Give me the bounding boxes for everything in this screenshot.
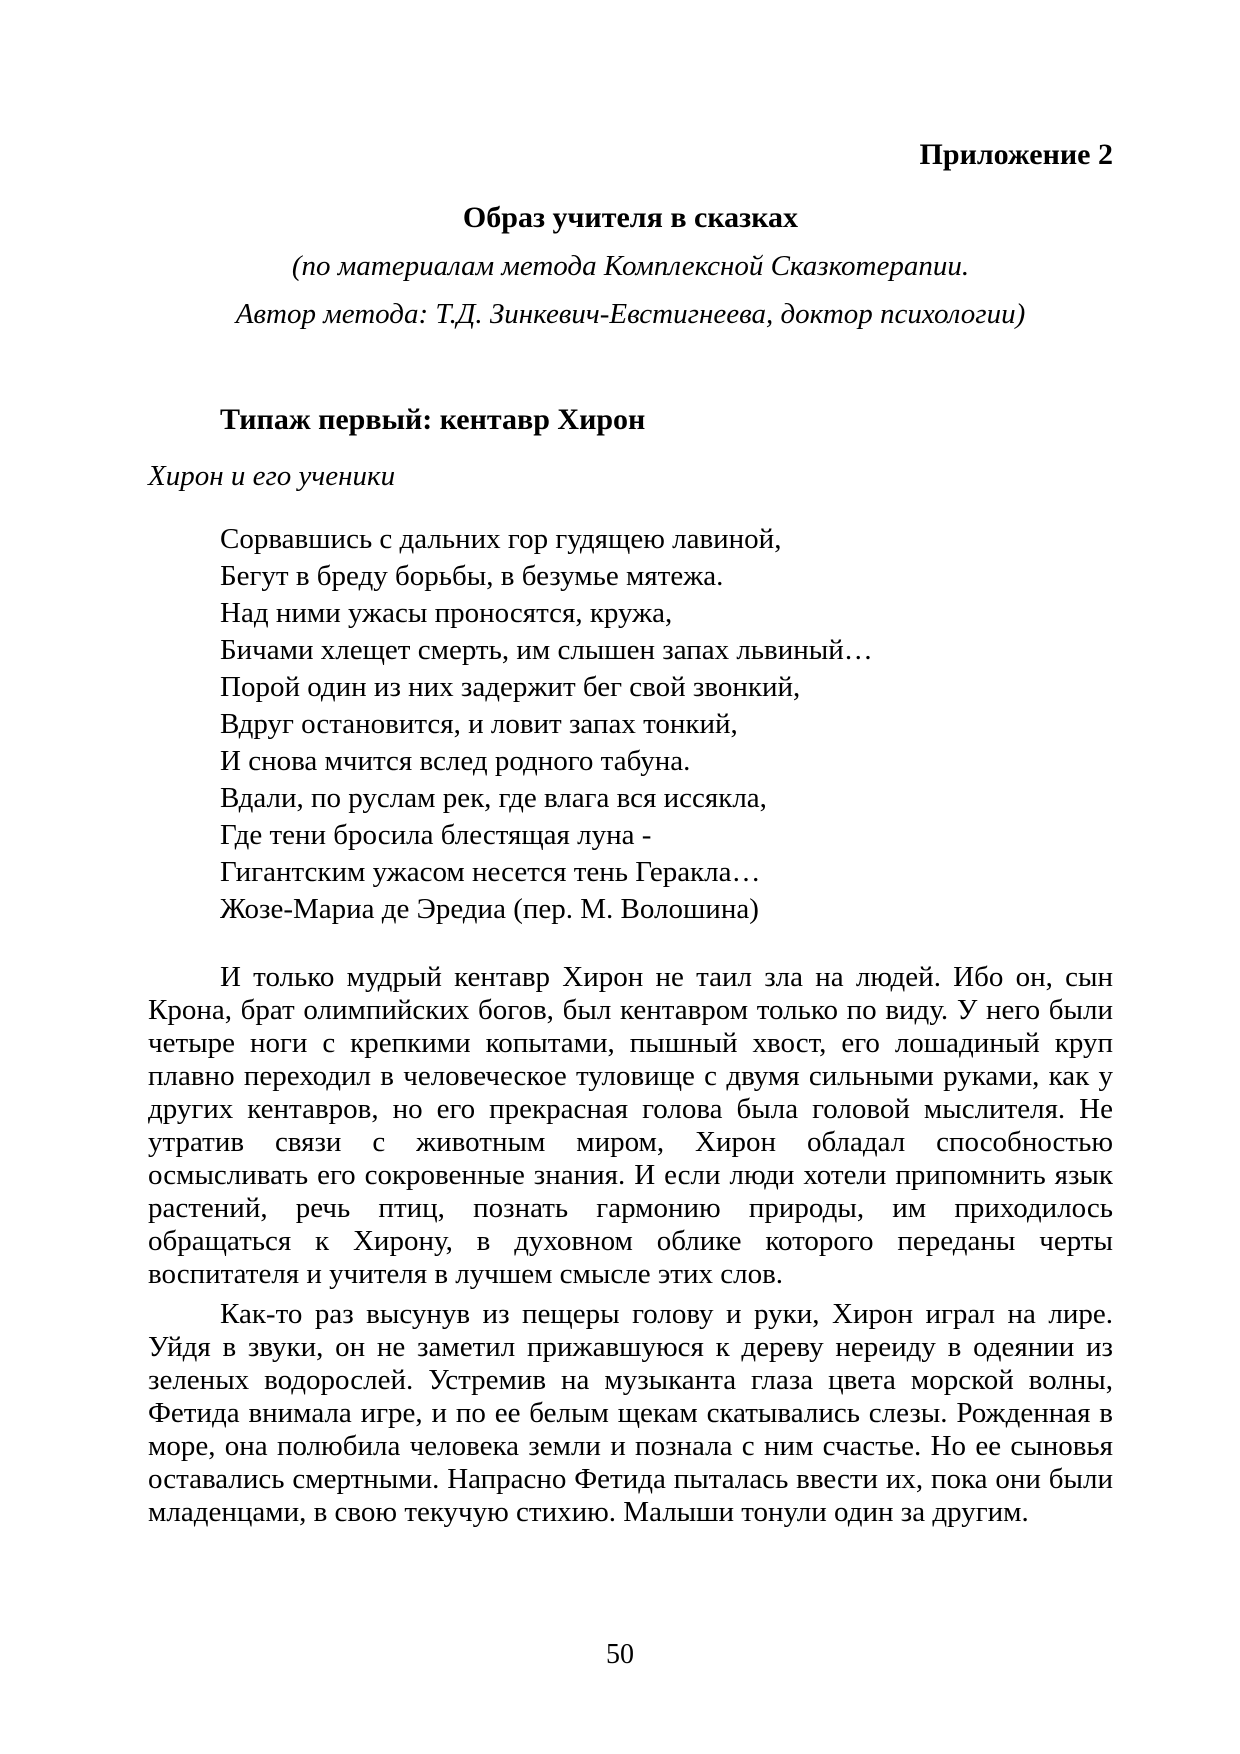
poem-line: Бичами хлещет смерть, им слышен запах львиный… xyxy=(220,634,873,666)
poem-line: Гигантским ужасом несется тень Геракла… xyxy=(220,856,761,888)
poem-block xyxy=(148,521,1113,928)
body-paragraph: Как-то раз высунув из пещеры голову и руки, Хирон играл на лире. Уйдя в звуки, он не заметил прижавшуюся к дереву нереиду в одеянии из зеленых водорослей. Устремив на музыканта глаза цвета морской волны, Фетида внимала игре, и по ее белым щекам скатывались слезы. Рожденная в море, она полюбила человека земли и познала с ним счастье. Но ее сыновья оставались смертными. Напрасно Фетида пыталась ввести их, пока они были младенцами, в свою текучую стихию. Малыши тонули один за другим. xyxy=(148,1298,1113,1528)
poem-line: И снова мчится вслед родного табуна. xyxy=(220,745,691,777)
poem-line: Порой один из них задержит бег свой звонкий, xyxy=(220,671,801,703)
poem-line: Вдруг остановится, и ловит запах тонкий, xyxy=(220,708,738,740)
document-title: Образ учителя в сказках xyxy=(462,201,799,234)
poem-line: Сорвавшись с дальних гор гудящею лавиной, xyxy=(220,523,782,555)
subtitle-line-2: Автор метода: Т.Д. Зинкевич-Евстигнеева, доктор психологии) xyxy=(235,298,1026,330)
epigraph-title: Хирон и его ученики xyxy=(148,460,396,492)
body-paragraph: И только мудрый кентавр Хирон не таил зла на людей. Ибо он, сын Крона, брат олимпийских богов, был кентавром только по виду. У него были четыре ноги с крепкими копытами, пышный хвост, его лошадиный круп плавно переходил в человеческое туловище с двумя сильными руками, как у других кентавров, но его прекрасная голова была головой мыслителя. Не утратив связи с животным миром, Хирон обладал способностью осмысливать его сокровенные знания. И если люди хотели припомнить язык растений, речь птиц, познать гармонию природы, им приходилось обращаться к Хирону, в духовном облике которого переданы черты воспитателя и учителя в лучшем смысле этих слов. xyxy=(148,961,1113,1290)
page-content xyxy=(148,0,1113,1529)
appendix-label: Приложение 2 xyxy=(919,138,1113,171)
section-heading: Типаж первый: кентавр Хирон xyxy=(220,403,646,436)
poem-line: Где тени бросила блестящая луна - xyxy=(220,819,652,851)
poem-attribution: Жозе-Мариа де Эредиа (пер. М. Волошина) xyxy=(220,893,759,925)
page-number: 50 xyxy=(606,1639,634,1670)
subtitle-line-1: (по материалам метода Комплексной Сказкотерапии. xyxy=(291,250,970,282)
poem-line: Вдали, по руслам рек, где влага вся иссякла, xyxy=(220,782,767,814)
poem-line: Над ними ужасы проносятся, кружа, xyxy=(220,597,673,629)
poem-line: Бегут в бреду борьбы, в безумье мятежа. xyxy=(220,560,724,592)
